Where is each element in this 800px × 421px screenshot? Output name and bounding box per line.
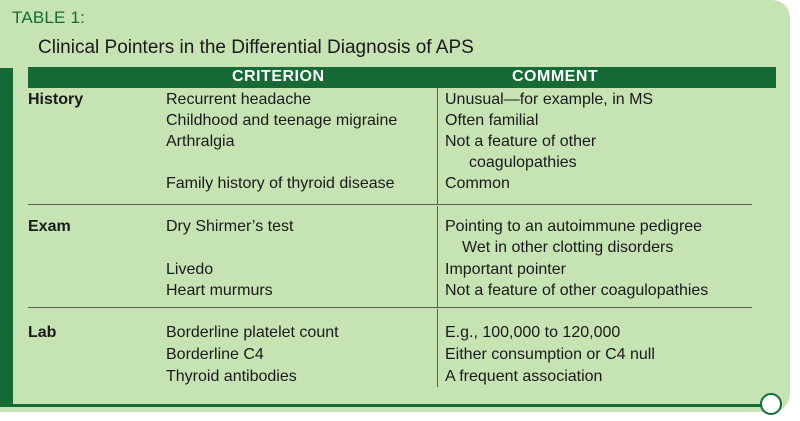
section-divider (28, 204, 752, 205)
criterion-cell: Recurrent headache (166, 91, 311, 108)
section-divider (28, 307, 752, 308)
criterion-cell: Dry Shirmer’s test (166, 218, 294, 235)
section-label-exam: Exam (28, 218, 71, 235)
bottom-rule (0, 404, 768, 407)
criterion-cell: Borderline platelet count (166, 324, 339, 341)
comment-cell: A frequent association (445, 368, 603, 385)
column-divider (437, 88, 438, 204)
comment-cell: Common (445, 175, 510, 192)
column-divider (437, 309, 438, 387)
comment-cell: E.g., 100,000 to 120,000 (445, 324, 621, 341)
criterion-cell: Heart murmurs (166, 282, 273, 299)
criterion-cell: Livedo (166, 261, 214, 278)
comment-cell: Not a feature of other (445, 133, 597, 150)
left-accent-bar (0, 68, 13, 407)
comment-cell: Often familial (445, 112, 539, 129)
section-label-lab: Lab (28, 324, 57, 341)
criterion-cell: Thyroid antibodies (166, 368, 297, 385)
criterion-cell: Childhood and teenage migraine (166, 112, 398, 129)
header-criterion: CRITERION (232, 68, 325, 85)
criterion-cell: Family history of thyroid disease (166, 175, 395, 192)
comment-cell: Unusual—for example, in MS (445, 91, 654, 108)
table-number-label: TABLE 1: (12, 8, 86, 27)
comment-cell: Important pointer (445, 261, 566, 278)
criterion-cell: Arthralgia (166, 133, 235, 150)
comment-cell: Either consumption or C4 null (445, 346, 655, 363)
table-header (28, 67, 776, 88)
comment-cell-continued: coagulopathies (469, 154, 577, 171)
criterion-cell: Borderline C4 (166, 346, 264, 363)
comment-cell: Pointing to an autoimmune pedigree (445, 218, 703, 235)
column-divider (437, 206, 438, 307)
comment-cell: Not a feature of other coagulopathies (445, 282, 709, 299)
section-label-history: History (28, 91, 84, 108)
end-circle-ornament (760, 393, 782, 415)
comment-cell-continued: Wet in other clotting disorders (462, 239, 674, 256)
header-comment: COMMENT (512, 68, 599, 85)
table-title: Clinical Pointers in the Differential Diagnosis of APS (38, 37, 474, 58)
